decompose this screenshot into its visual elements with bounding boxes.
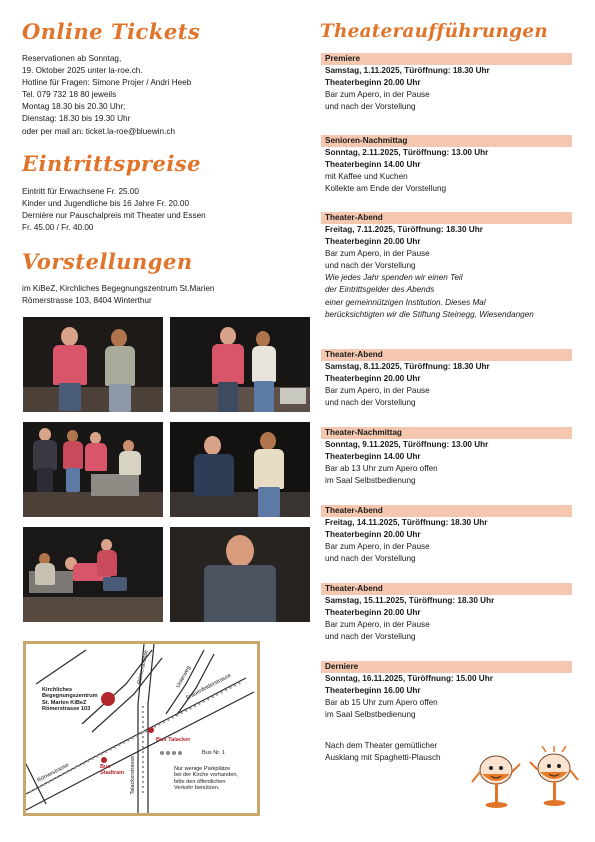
- event-date: Sonntag, 2.11.2025, Türöffnung: 13.00 Uhr: [325, 148, 489, 157]
- street-label-roemerstrasse-bottom: Römerstrasse: [36, 762, 71, 784]
- event-note: im Saal Selbstbedienung: [325, 476, 416, 486]
- text-line: Dienstag: 18.30 bis 19.30 Uhr: [22, 114, 131, 124]
- event-note: und nach der Vorstellung: [325, 102, 416, 112]
- event-note: Bar zum Apero, in der Pause: [325, 386, 430, 396]
- text-line: im KiBeZ, Kirchliches Begegnungszentrum St.Marien: [22, 284, 215, 293]
- text-line: Tel. 079 732 18 80 jeweils: [22, 90, 117, 100]
- text-line: Ausklang mit Spaghetti-Plausch: [325, 753, 441, 763]
- text-line: Montag 18.30 bis 20.30 Uhr;: [22, 102, 126, 112]
- event-name: Theater-Abend: [321, 583, 572, 595]
- text-line: Hotline für Fragen: Simone Projer / Andri Heeb: [22, 78, 192, 88]
- event-name: Premiere: [321, 53, 572, 65]
- event-note: Bar ab 15 Uhr zum Apero offen: [325, 698, 438, 708]
- text-line: Reservationen ab Sonntag,: [22, 54, 122, 63]
- event-donation-note: der Eintrittsgelder des Abends: [325, 285, 435, 295]
- text-line: oder per mail an: ticket.la-roe@bluewin.ch: [22, 126, 176, 136]
- event-note: und nach der Vorstellung: [325, 398, 416, 408]
- event-theater-abend-2: [321, 349, 572, 409]
- event-name: Senioren-Nachmittag: [321, 135, 572, 147]
- event-date: Freitag, 14.11.2025, Türöffnung: 18.30 Uhr: [325, 518, 488, 527]
- wine-glass-right-icon: [528, 746, 582, 812]
- stage-photo-1: [23, 317, 163, 412]
- event-start: Theaterbeginn 14.00 Uhr: [325, 452, 421, 462]
- map-location-label: Kirchliches Begegnungszentrum St. Marien KiBeZ Römerstrasse 103: [42, 687, 98, 713]
- event-name: Theater-Abend: [321, 349, 572, 361]
- event-note: und nach der Vorstellung: [325, 554, 416, 564]
- stage-photo-4: [170, 422, 310, 517]
- vorstellungen-text: [22, 283, 215, 307]
- event-note: im Saal Selbstbedienung: [325, 710, 416, 720]
- text-line: Eintritt für Erwachsene Fr. 25.00: [22, 187, 139, 196]
- event-theater-abend-3: [321, 505, 572, 565]
- theaterauffuehrungen-heading: Theateraufführungen: [320, 21, 548, 42]
- text-line: 19. Oktober 2025 unter la-roe.ch.: [22, 66, 143, 76]
- stage-photo-6: [170, 527, 310, 622]
- event-note: und nach der Vorstellung: [325, 632, 416, 642]
- event-start: Theaterbeginn 20.00 Uhr: [325, 78, 421, 88]
- text-line: Fr. 45.00 / Fr. 40.00: [22, 223, 94, 233]
- street-label-talackerstrasse: Talackerstrasse: [130, 755, 137, 795]
- stage-photo-2: [170, 317, 310, 412]
- map-bus-talacker: Bus Talacker: [156, 737, 191, 743]
- event-note: Bar zum Apero, in der Pause: [325, 620, 430, 630]
- event-start: Theaterbeginn 20.00 Uhr: [325, 608, 421, 618]
- event-name: Theater-Abend: [321, 212, 572, 224]
- event-senioren: [321, 135, 572, 195]
- event-note: Bar zum Apero, in der Pause: [325, 542, 430, 552]
- event-note: Bar ab 13 Uhr zum Apero offen: [325, 464, 438, 474]
- eintrittspreise-heading: Eintrittspreise: [22, 151, 201, 176]
- event-note: Kollekte am Ende der Vorstellung: [325, 184, 447, 194]
- text-line: Kinder und Jugendliche bis 16 Jahre Fr. 20.00: [22, 199, 190, 209]
- text-line: Dernière nur Pauschalpreis mit Theater und Essen: [22, 211, 206, 221]
- online-tickets-heading: Online Tickets: [22, 19, 201, 44]
- event-note: mit Kaffee und Kuchen: [325, 172, 408, 182]
- online-tickets-text: [22, 53, 191, 138]
- stage-photo-3: [23, 422, 163, 517]
- event-note: Bar zum Apero, in der Pause: [325, 249, 430, 259]
- event-name: Theater-Abend: [321, 505, 572, 517]
- event-donation-note: einer gemeinnützigen Institution. Dieses Mal: [325, 297, 486, 307]
- event-name: Derniere: [321, 661, 572, 673]
- event-donation-note: berücksichtigten wir die Stiftung Steinegg, Wiesendangen: [325, 309, 534, 319]
- event-note: und nach der Vorstellung: [325, 261, 416, 271]
- event-date: Sonntag, 16.11.2025, Türöffnung: 15.00 Uhr: [325, 674, 493, 683]
- event-date: Samstag, 8.11.2025, Türöffnung: 18.30 Uhr: [325, 362, 490, 371]
- closing-text: [325, 740, 441, 764]
- map-bus-nr: Bus Nr. 1: [202, 750, 226, 756]
- map-bus-stadtrain: Bus Stadtrain: [100, 764, 125, 777]
- text-line: Nach dem Theater gemütlicher: [325, 741, 438, 750]
- event-theater-nachmittag: [321, 427, 572, 487]
- event-derniere: [321, 661, 572, 721]
- event-start: Theaterbeginn 20.00 Uhr: [325, 374, 421, 384]
- event-start: Theaterbeginn 14.00 Uhr: [325, 160, 421, 170]
- event-theater-abend-4: [321, 583, 572, 643]
- event-note: Bar zum Apero, in der Pause: [325, 90, 430, 100]
- event-theater-abend-1: [321, 212, 572, 321]
- vorstellungen-heading: Vorstellungen: [22, 249, 193, 274]
- wine-glass-left-icon: [470, 752, 524, 814]
- map-parking-note: Nur wenige Parkplätze bei der Kirche vorhanden, bitte den öffentlichen Verkehr benützen.: [174, 766, 239, 792]
- event-date: Samstag, 15.11.2025, Türöffnung: 18.30 Uhr: [325, 596, 495, 605]
- event-date: Freitag, 7.11.2025, Türöffnung: 18.30 Uhr: [325, 225, 483, 234]
- event-start: Theaterbeginn 16.00 Uhr: [325, 686, 421, 696]
- event-premiere: [321, 53, 572, 113]
- text-line: Römerstrasse 103, 8404 Winterthur: [22, 296, 152, 306]
- location-map: [23, 641, 260, 816]
- eintrittspreise-text: [22, 186, 206, 234]
- street-label-frauenfelderstrasse: Frauenfelderstrasse: [185, 672, 233, 702]
- event-start: Theaterbeginn 20.00 Uhr: [325, 237, 421, 247]
- street-label-unterweg: Unterweg: [175, 665, 193, 690]
- street-label-roemerstrasse: Römerstrasse: [136, 649, 150, 685]
- event-name: Theater-Nachmittag: [321, 427, 572, 439]
- event-date: Sonntag, 9.11.2025, Türöffnung: 13.00 Uhr: [325, 440, 489, 449]
- event-donation-note: Wie jedes Jahr spenden wir einen Teil: [325, 273, 463, 283]
- event-date: Samstag, 1.11.2025, Türöffnung: 18.30 Uhr: [325, 66, 490, 75]
- stage-photo-5: [23, 527, 163, 622]
- event-start: Theaterbeginn 20.00 Uhr: [325, 530, 421, 540]
